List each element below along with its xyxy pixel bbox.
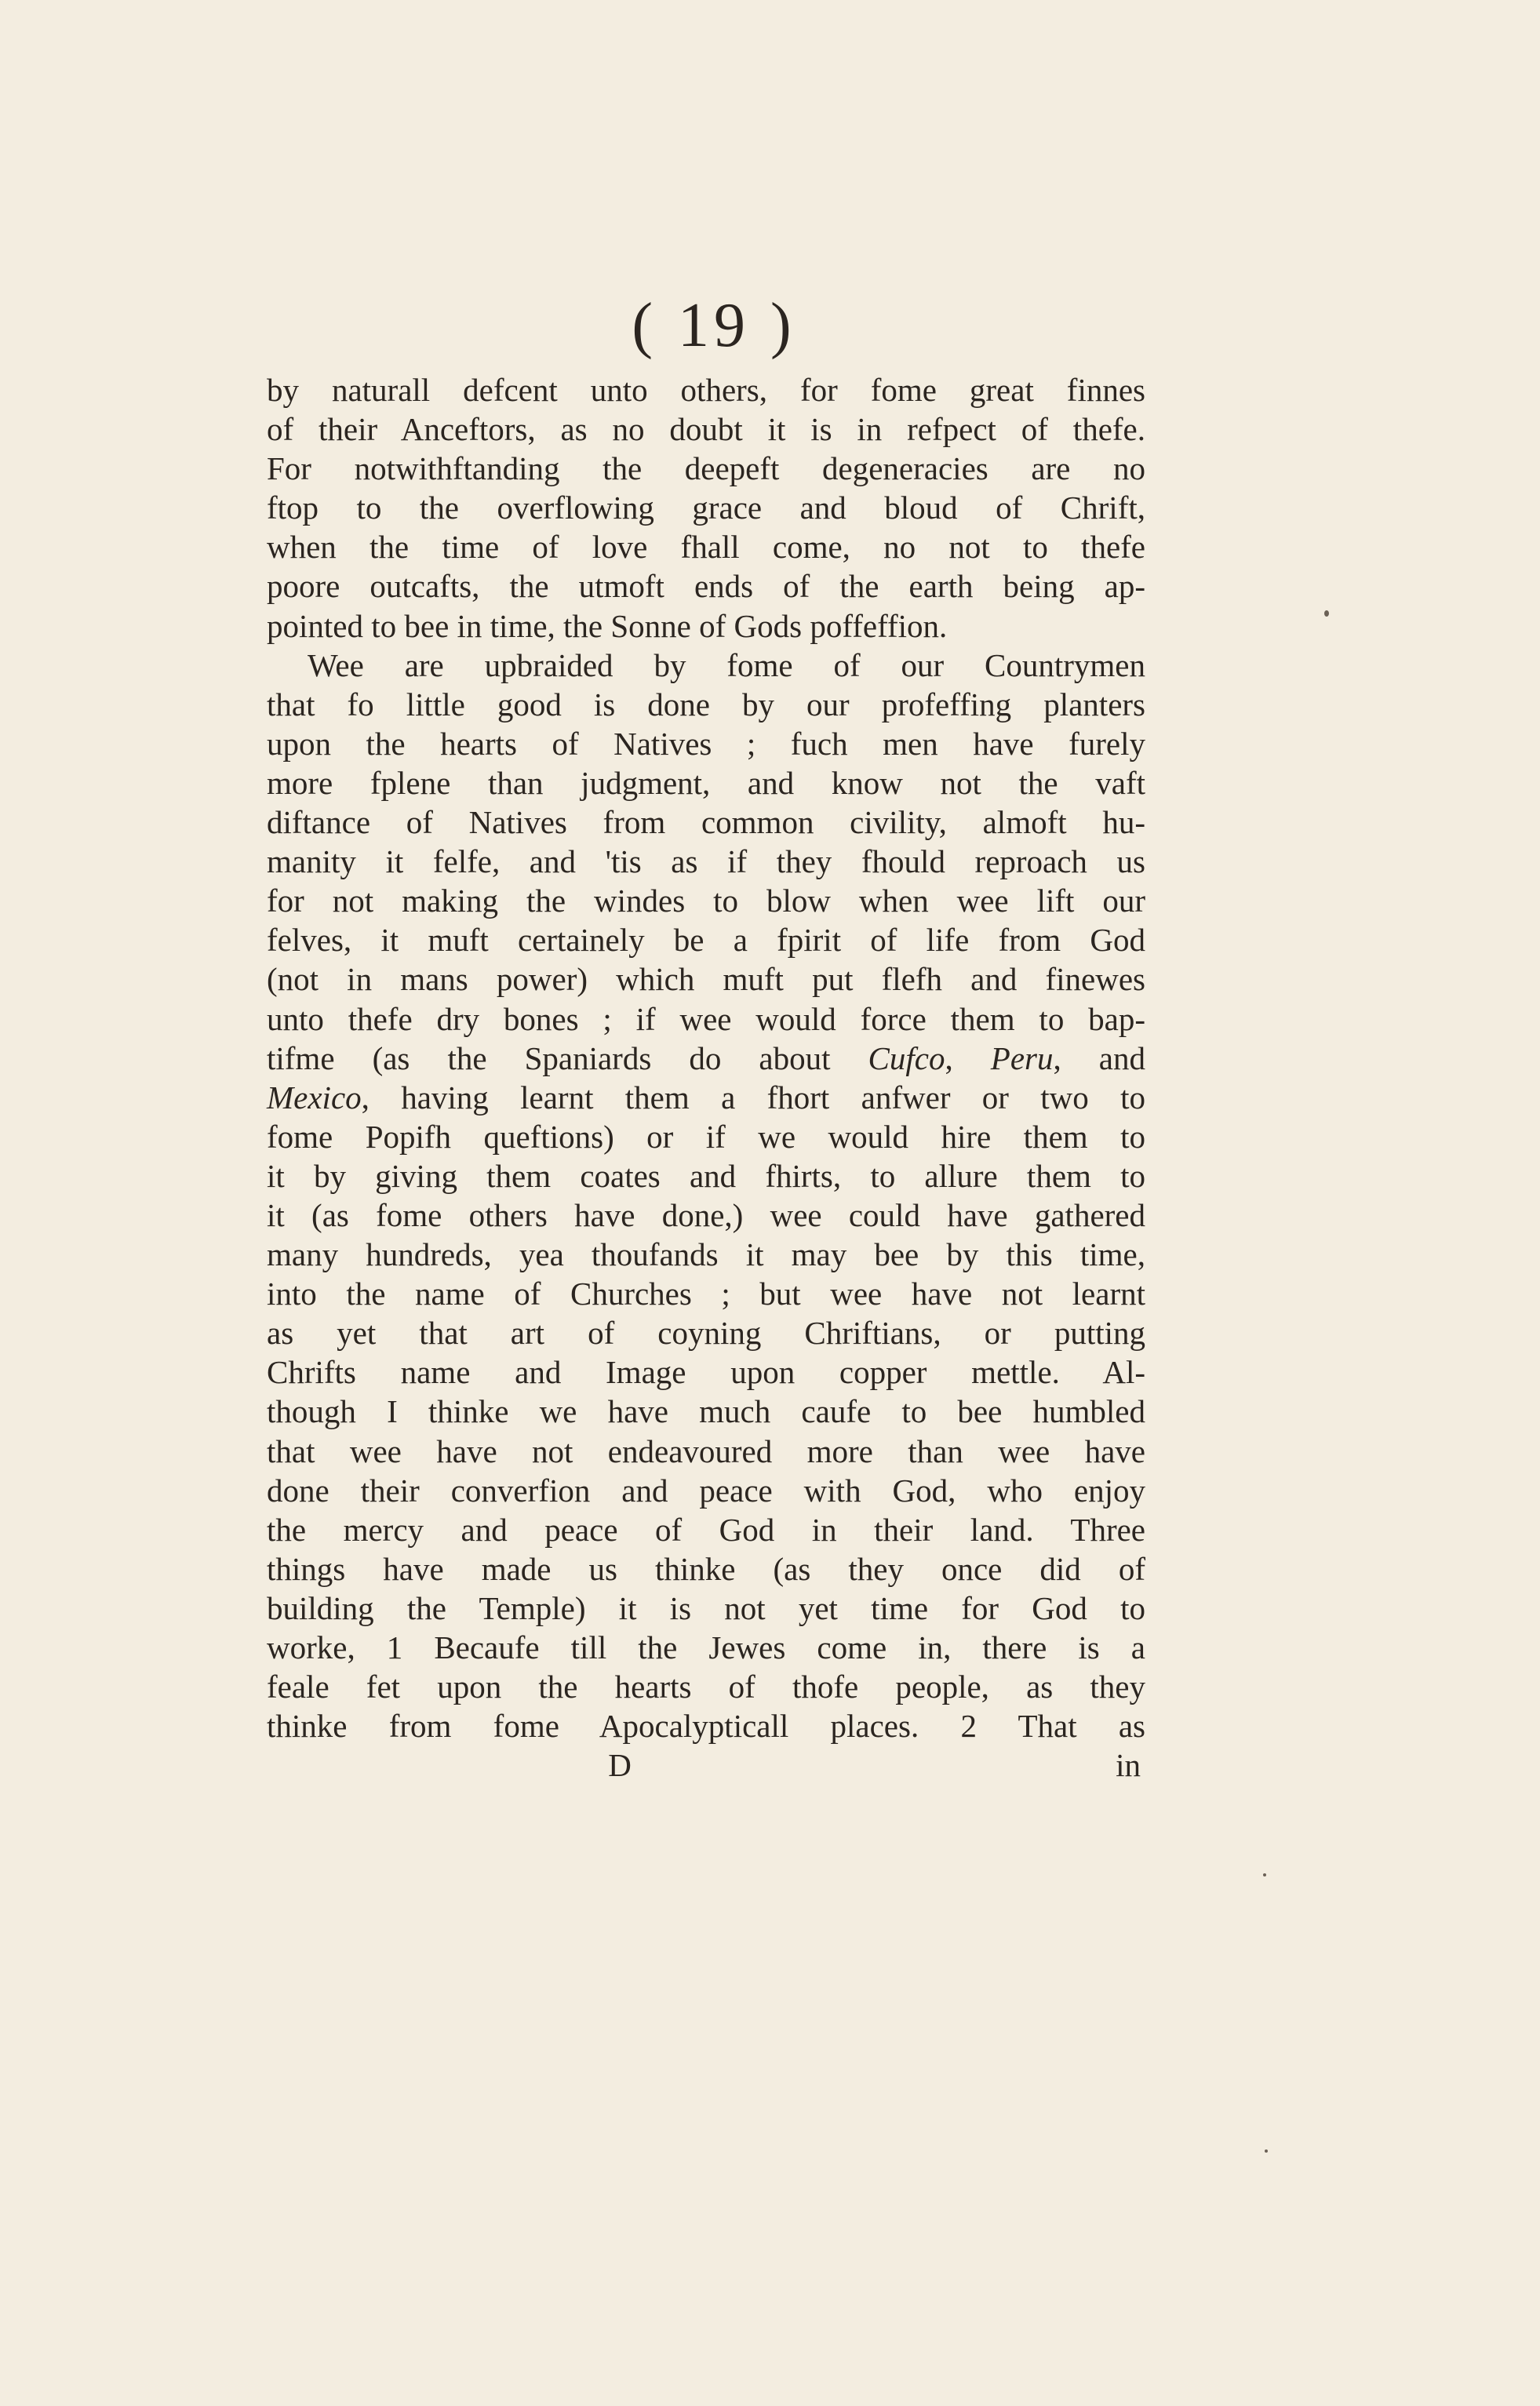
text-line: of their Anceftors, as no doubt it is in refpect of thefe. — [267, 411, 1145, 448]
text-line: building the Temple) it is not yet time for God to — [267, 1589, 1145, 1626]
text-line: poore outcafts, the utmoft ends of the earth being ap- — [267, 568, 1145, 605]
text-line: by naturall defcent unto others, for fome great finnes — [267, 372, 1145, 408]
page-number: ( 19 ) — [632, 291, 796, 360]
text-line: pointed to bee in time, the Sonne of Gods poffeffion. — [267, 607, 948, 644]
text-line: into the name of Churches ; but wee have not learnt — [267, 1276, 1145, 1312]
text-line: thinke from fome Apocalypticall places. 2 That as — [267, 1708, 1145, 1745]
text-line: worke, 1 Becaufe till the Jewes come in, there is a — [267, 1629, 1145, 1665]
text-line: that wee have not endeavoured more than wee have — [267, 1432, 1145, 1469]
text-line: the mercy and peace of God in their land. Three — [267, 1511, 1145, 1548]
signature-mark: D — [608, 1747, 632, 1783]
text-line: for not making the windes to blow when wee lift our — [267, 883, 1145, 919]
text-line: done their converfion and peace with God, who enjoy — [267, 1472, 1145, 1509]
text-line: that fo little good is done by our profeffing planters — [267, 686, 1145, 723]
text-line: feale fet upon the hearts of thofe people, as they — [267, 1669, 1145, 1705]
text-line: Chrifts name and Image upon copper mettle. Al- — [267, 1354, 1145, 1391]
text-line: it by giving them coates and fhirts, to allure them to — [267, 1157, 1145, 1194]
text-line: it (as fome others have done,) wee could have gathered — [267, 1196, 1145, 1233]
body-text — [267, 370, 1145, 1745]
text-line: more fplene than judgment, and know not the vaft — [267, 764, 1145, 801]
text-line: Mexico, having learnt them a fhort anfwer or two to — [267, 1079, 1145, 1116]
paper-speck — [1324, 610, 1329, 617]
text-line: many hundreds, yea thoufands it may bee by this time, — [267, 1236, 1145, 1273]
text-line: diftance of Natives from common civility, almoft hu- — [267, 804, 1145, 841]
text-line: ftop to the overflowing grace and bloud of Chrift, — [267, 490, 1145, 526]
text-line: felves, it muft certainely be a fpirit of life from God — [267, 922, 1145, 959]
text-line: unto thefe dry bones ; if wee would force them to bap- — [267, 1000, 1145, 1037]
footer-row — [267, 1745, 1145, 1785]
text-line: upon the hearts of Natives ; fuch men have furely — [267, 725, 1145, 762]
text-line: things have made us thinke (as they once did of — [267, 1550, 1145, 1587]
text-line: though I thinke we have much caufe to bee humbled — [267, 1393, 1145, 1430]
text-line: (not in mans power) which muft put flefh and finewes — [267, 961, 1145, 998]
text-line: manity it felfe, and 'tis as if they fhould reproach us — [267, 843, 1145, 880]
text-line: Wee are upbraided by fome of our Countrymen — [308, 646, 1145, 683]
text-line: when the time of love fhall come, no not to thefe — [267, 529, 1145, 566]
paper-speck — [1263, 1873, 1266, 1876]
catchword: in — [1116, 1747, 1141, 1783]
text-line: as yet that art of coyning Chriftians, or putting — [267, 1315, 1145, 1352]
text-line: tifme (as the Spaniards do about Cufco, Peru, and — [267, 1039, 1146, 1076]
text-line: For notwithftanding the deepeft degeneracies are no — [267, 450, 1145, 487]
paper-speck — [1265, 2149, 1268, 2153]
text-line: fome Popifh queftions) or if we would hire them to — [267, 1118, 1145, 1155]
